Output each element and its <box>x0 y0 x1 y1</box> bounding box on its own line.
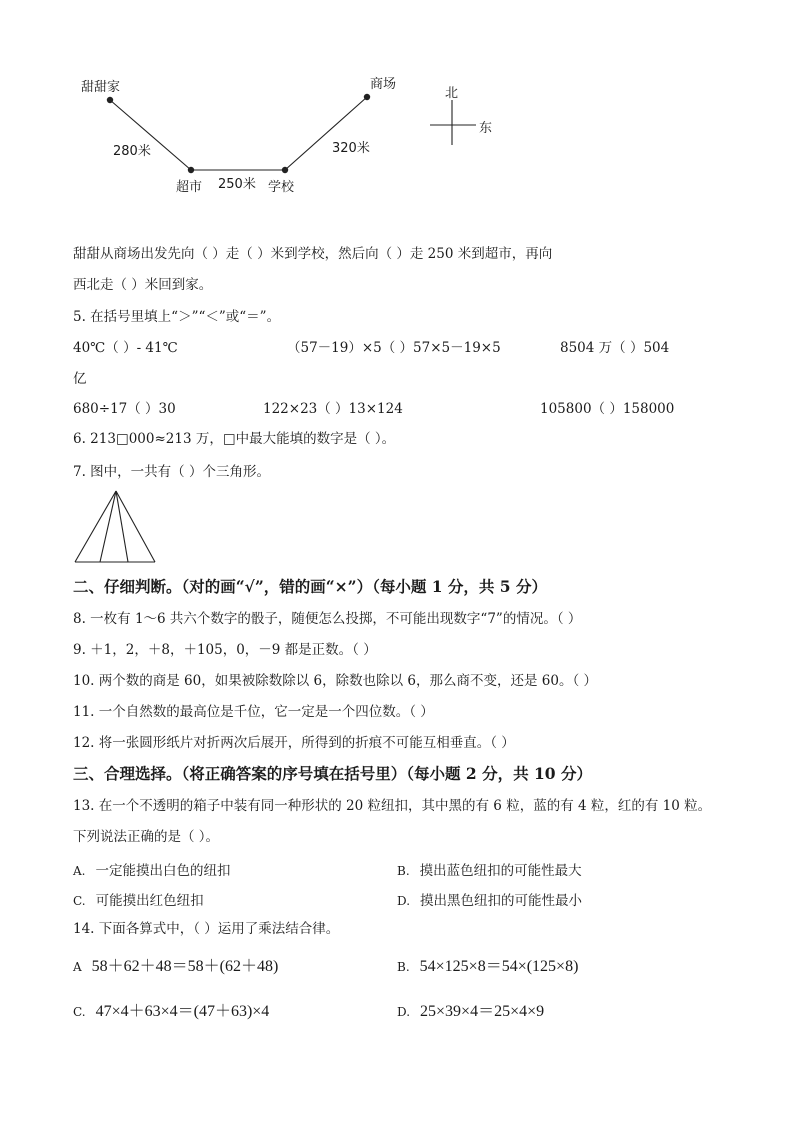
mall-point <box>364 94 370 100</box>
option-letter: D. <box>397 1005 411 1019</box>
q14-option-b <box>397 953 578 976</box>
q5-row2-c: 105800（ ）158000 <box>540 401 675 417</box>
q5-row1-c: 8504 万（ ）504 <box>560 340 670 356</box>
compass-north-label: 北 <box>445 86 459 101</box>
q13-option-c <box>73 889 204 909</box>
option-letter: C. <box>73 894 86 908</box>
q9: 9. ＋1，2，＋8，＋105，0，－9 都是正数。（ ） <box>73 642 377 658</box>
label-school: 学校 <box>268 180 295 195</box>
q5-row1-a: 40℃（ ）- 41℃ <box>73 340 178 356</box>
option-letter: B. <box>397 960 410 974</box>
q5-row1-b: （57－19）×5（ ）57×5－19×5 <box>287 340 501 356</box>
option-text: 可能摸出红色纽扣 <box>95 893 204 909</box>
q13-option-d <box>397 889 582 909</box>
option-letter: C. <box>73 1005 86 1019</box>
q10: 10. 两个数的商是 60，如果被除数除以 6，除数也除以 6，那么商不变，还是 60。（ ） <box>73 673 598 689</box>
q7: 7. 图中，一共有（ ）个三角形。 <box>73 464 270 480</box>
q13-option-a <box>73 859 230 879</box>
triangle-inner-line-2 <box>116 491 128 562</box>
q14-option-d <box>397 998 544 1021</box>
option-formula: 58＋62＋48＝58＋(62＋48) <box>91 958 279 975</box>
school-point <box>282 167 288 173</box>
q14-option-a <box>73 953 278 976</box>
route-school-mall <box>285 97 367 170</box>
option-letter: D. <box>397 894 411 908</box>
q5-row1-continuation: 亿 <box>73 371 87 387</box>
q6: 6. 213□000≈213 万，□中最大能填的数字是（ ）。 <box>73 431 396 447</box>
route-map <box>0 0 794 260</box>
q13-line2: 下列说法正确的是（ ）。 <box>73 829 220 845</box>
option-formula: 54×125×8＝54×(125×8) <box>419 958 579 975</box>
option-letter: A. <box>73 864 86 878</box>
label-dist-home-supermarket: 280米 <box>113 144 151 159</box>
q8: 8. 一枚有 1～6 共六个数字的骰子，随便怎么投掷，不可能出现数字“7”的情况。（ ） <box>73 611 582 627</box>
q13-option-b <box>397 859 582 879</box>
q12: 12. 将一张圆形纸片对折两次后展开，所得到的折痕不可能互相垂直。（ ） <box>73 735 515 751</box>
label-mall: 商场 <box>370 77 397 92</box>
triangle-right-edge <box>116 491 155 562</box>
triangle-left-edge <box>75 491 116 562</box>
q5-row2-a: 680÷17（ ）30 <box>73 401 176 417</box>
q13-line1: 13. 在一个不透明的箱子中装有同一种形状的 20 粒纽扣，其中黑的有 6 粒，蓝的有 4 粒，红的有 10 粒。 <box>73 798 712 814</box>
q4-line2: 西北走（ ）米回到家。 <box>73 277 213 293</box>
option-letter: B. <box>397 864 410 878</box>
compass-east-label: 东 <box>479 121 493 136</box>
supermarket-point <box>188 167 194 173</box>
option-formula: 47×4＋63×4＝(47＋63)×4 <box>95 1003 270 1020</box>
label-home: 甜甜家 <box>81 80 121 95</box>
q14-stem: 14. 下面各算式中，（ ）运用了乘法结合律。 <box>73 921 340 937</box>
label-supermarket: 超市 <box>176 180 203 195</box>
q5-stem: 5. 在括号里填上“＞”“＜”或“＝”。 <box>73 309 281 325</box>
option-formula: 25×39×4＝25×4×9 <box>420 1003 545 1020</box>
q5-row2-b: 122×23（ ）13×124 <box>263 401 403 417</box>
q4-line1: 甜甜从商场出发先向（ ）走（ ）米到学校，然后向（ ）走 250 米到超市，再向 <box>73 246 553 262</box>
section2-title: 二、仔细判断。（对的画“√”，错的画“×”）（每小题 1 分，共 5 分） <box>73 577 547 596</box>
triangle-inner-line-1 <box>100 491 116 562</box>
q14-option-c <box>73 998 269 1021</box>
section3-title: 三、合理选择。（将正确答案的序号填在括号里）（每小题 2 分，共 10 分） <box>73 764 592 783</box>
route-home-supermarket <box>110 100 191 170</box>
option-text: 摸出黑色纽扣的可能性最小 <box>420 893 583 909</box>
label-dist-school-mall: 320米 <box>332 141 370 156</box>
option-text: 一定能摸出白色的纽扣 <box>95 863 231 879</box>
option-letter: A <box>73 960 82 974</box>
q11: 11. 一个自然数的最高位是千位，它一定是一个四位数。（ ） <box>73 704 434 720</box>
label-dist-supermarket-school: 250米 <box>218 177 256 192</box>
option-text: 摸出蓝色纽扣的可能性最大 <box>419 863 582 879</box>
home-point <box>107 97 113 103</box>
